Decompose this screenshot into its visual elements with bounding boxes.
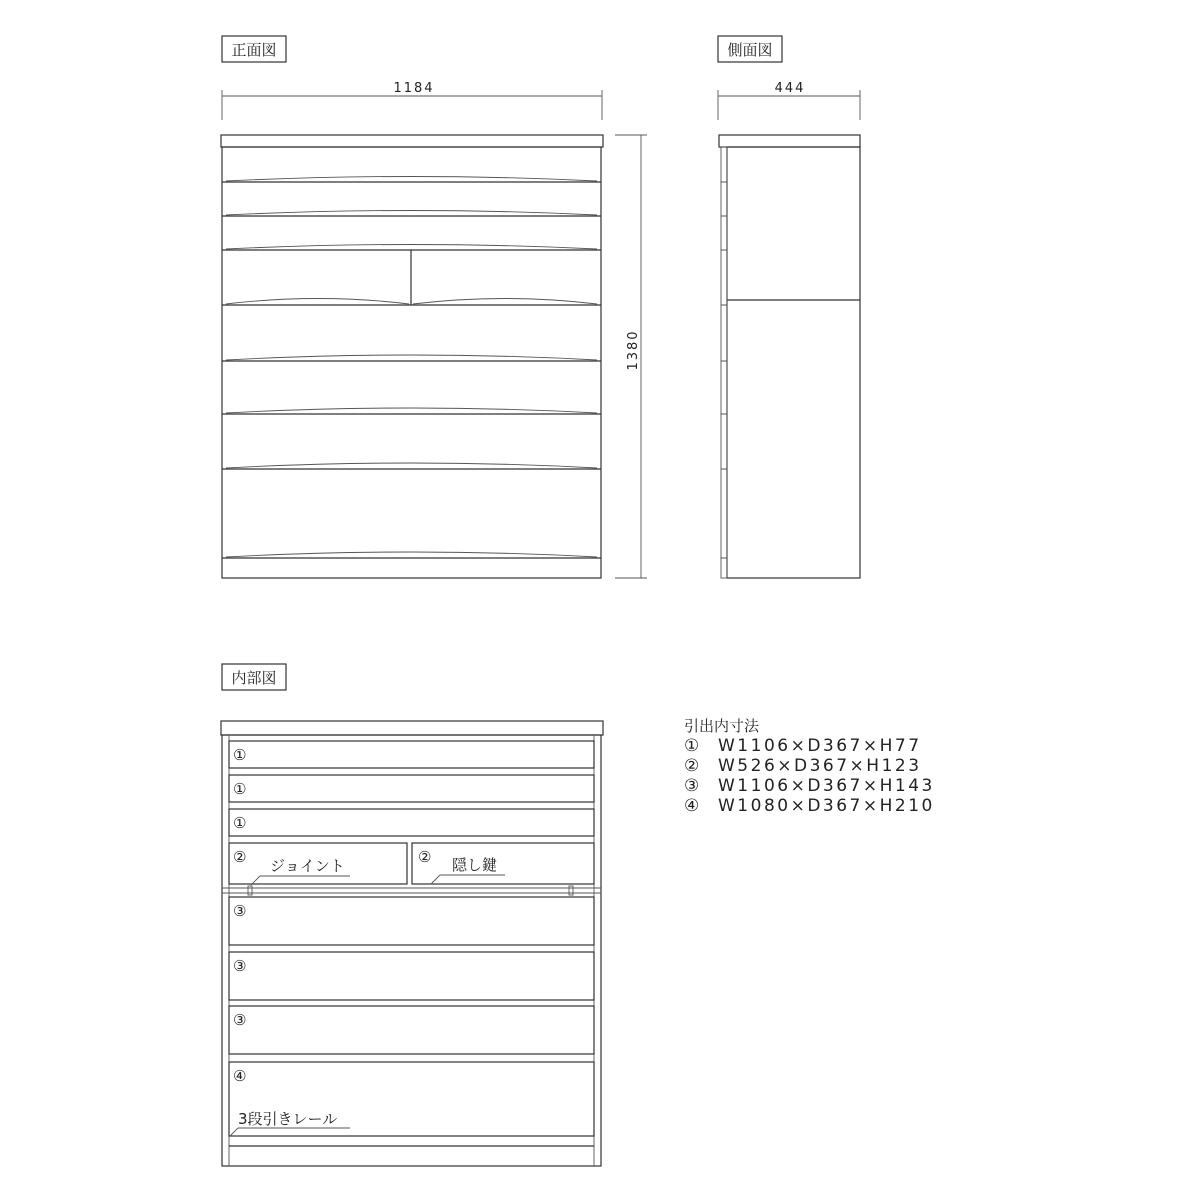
width-dimension xyxy=(222,81,602,120)
spec-row xyxy=(684,736,935,756)
drawer-number: ③ xyxy=(233,957,247,975)
drawer-box xyxy=(229,741,594,768)
rail-callout xyxy=(229,1110,350,1137)
drawer-box xyxy=(229,952,594,1000)
height-dimension xyxy=(615,135,647,578)
depth-dimension xyxy=(718,81,860,120)
drawer-number: ① xyxy=(233,814,247,832)
drawer-box xyxy=(229,809,594,836)
drawer-box xyxy=(229,1006,594,1054)
side-body xyxy=(727,147,860,578)
side-view-label: 側面図 xyxy=(727,41,773,59)
drawer-inner-dimensions xyxy=(684,716,935,816)
spec-row-mark: ① xyxy=(684,736,700,756)
drawer-number: ② xyxy=(418,848,432,866)
hidden-key-callout-text: 隠し鍵 xyxy=(452,856,498,874)
joint-callout-text: ジョイント xyxy=(270,857,345,875)
drawer-box xyxy=(412,843,594,884)
spec-row-dims: W526×D367×H123 xyxy=(718,756,922,776)
joint-callout xyxy=(251,857,350,885)
interior-view-label: 内部図 xyxy=(231,669,277,687)
spec-row-dims: W1106×D367×H143 xyxy=(718,776,935,796)
spec-row-mark: ② xyxy=(684,756,700,776)
front-body xyxy=(222,147,601,578)
drawer-box xyxy=(229,775,594,802)
interior-drawers xyxy=(222,741,601,1136)
spec-title: 引出内寸法 xyxy=(684,717,760,735)
width-dimension-value: 1184 xyxy=(393,81,435,96)
drawer-number: ③ xyxy=(233,1011,247,1029)
spec-row-dims: W1106×D367×H77 xyxy=(718,736,922,756)
drawer-number: ① xyxy=(233,780,247,798)
spec-row-dims: W1080×D367×H210 xyxy=(718,796,935,816)
side-view xyxy=(718,36,860,578)
interior-body xyxy=(222,735,601,1166)
spec-row xyxy=(684,776,935,796)
drawer-number: ④ xyxy=(233,1067,247,1085)
height-dimension-value: 1380 xyxy=(626,329,641,371)
hidden-key-callout xyxy=(431,856,505,884)
front-drawers xyxy=(222,177,601,558)
spec-row xyxy=(684,756,935,776)
drawer-number: ③ xyxy=(233,902,247,920)
drawer-number: ② xyxy=(233,848,247,866)
depth-dimension-value: 444 xyxy=(774,81,806,96)
drawer-box xyxy=(229,897,594,945)
spec-row-mark: ③ xyxy=(684,776,700,796)
front-view xyxy=(221,36,647,578)
drawer-number: ① xyxy=(233,746,247,764)
spec-row xyxy=(684,796,935,816)
side-drawer-fronts xyxy=(721,147,727,578)
front-view-label: 正面図 xyxy=(231,41,277,59)
interior-top-board xyxy=(221,721,603,735)
spec-row-mark: ④ xyxy=(684,796,700,816)
front-top-board xyxy=(221,135,603,147)
interior-view xyxy=(221,664,603,1166)
rail-callout-text: 3段引きレール xyxy=(238,1110,338,1128)
side-top-board xyxy=(719,135,860,147)
drawer-numbers xyxy=(233,746,431,1085)
